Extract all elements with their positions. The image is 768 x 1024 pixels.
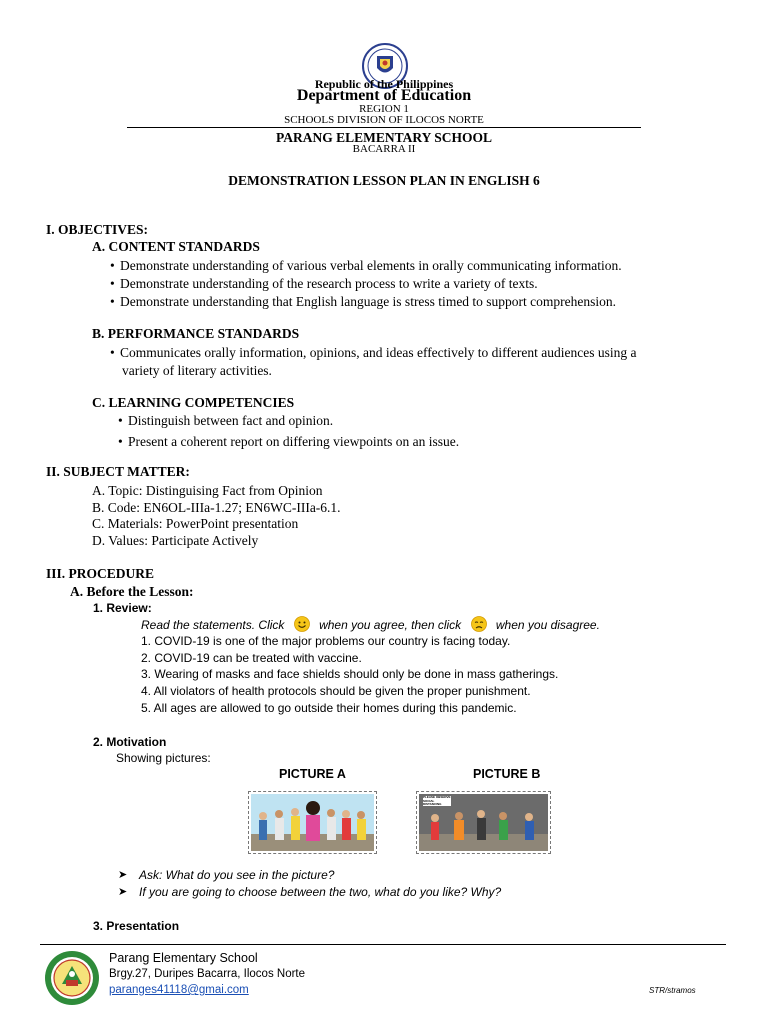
motivation-question: Ask: What do you see in the picture? — [139, 868, 335, 882]
review-statement: 5. All ages are allowed to go outside their homes during this pandemic. — [141, 701, 517, 715]
footer-initials: STR/stramos — [649, 986, 696, 995]
school-name: PARANG ELEMENTARY SCHOOL — [275, 130, 493, 145]
picture-a-image[interactable] — [248, 791, 377, 854]
presentation-heading: 3. Presentation — [93, 919, 180, 933]
header-divider — [127, 127, 641, 128]
review-instruction-part1: Read the statements. Click — [141, 618, 285, 632]
performance-standard-item-cont: variety of literary activities. — [122, 363, 272, 378]
performance-standards-heading: B. PERFORMANCE STANDARDS — [92, 326, 300, 341]
footer-school-name: Parang Elementary School — [109, 951, 258, 965]
review-statement: 3. Wearing of masks and face shields should only be done in mass gatherings. — [141, 667, 559, 681]
learning-competencies-heading: C. LEARNING COMPETENCIES — [92, 395, 295, 410]
content-standard-item: • Demonstrate understanding that English language is stress timed to support comprehension. — [120, 294, 616, 310]
review-heading: 1. Review: — [93, 601, 152, 615]
competency-item: • Distinguish between fact and opinion. — [128, 413, 333, 429]
subject-matter-item: A. Topic: Distinguising Fact from Opinion — [92, 483, 323, 498]
country-line: Republic of the Philippines — [314, 77, 454, 91]
department-line: Department of Education — [296, 87, 472, 104]
review-statement: 1. COVID-19 is one of the major problems our country is facing today. — [141, 634, 511, 648]
subject-matter-item: D. Values: Participate Actively — [92, 533, 259, 548]
footer-email-link[interactable]: paranges41118@gmai.com — [109, 984, 249, 996]
procedure-heading: III. PROCEDURE — [46, 566, 155, 581]
showing-pictures-text: Showing pictures: — [116, 751, 211, 765]
content-standards-heading: A. CONTENT STANDARDS — [92, 239, 260, 254]
subject-matter-item: B. Code: EN6OL-IIIa-1.27; EN6WC-IIIa-6.1. — [92, 500, 341, 515]
division-line: SCHOOLS DIVISION OF ILOCOS NORTE — [284, 114, 484, 126]
content-standard-item: • Demonstrate understanding of various verbal elements in orally communicating information. — [120, 258, 622, 274]
review-instruction — [141, 616, 600, 632]
school-logo-icon — [44, 950, 100, 1006]
motivation-heading: 2. Motivation — [93, 735, 167, 749]
content-standard-item: • Demonstrate understanding of the research process to write a variety of texts. — [120, 276, 538, 292]
arrow-bullet-icon: ➤ — [118, 869, 128, 881]
district-line: BACARRA II — [352, 143, 416, 155]
footer-divider — [40, 944, 726, 945]
subject-matter-item: C. Materials: PowerPoint presentation — [92, 516, 299, 531]
footer-address: Brgy.27, Duripes Bacarra, Ilocos Norte — [109, 968, 306, 980]
subject-matter-heading: II. SUBJECT MATTER: — [46, 464, 190, 479]
sad-emoji-icon[interactable] — [471, 616, 487, 632]
picture-b-label: PICTURE B — [473, 767, 541, 781]
objectives-heading: I. OBJECTIVES: — [46, 222, 149, 237]
review-instruction-part3: when you disagree. — [495, 618, 600, 632]
before-lesson-heading: A. Before the Lesson: — [70, 584, 194, 599]
social-distancing-sign: PLEASE OBSERVE SOCIAL DISTANCING — [423, 795, 451, 806]
picture-a-label: PICTURE A — [279, 767, 346, 781]
performance-standard-item: • Communicates orally information, opinions, and ideas effectively to different audiences using a — [120, 345, 637, 361]
review-statement: 4. All violators of health protocols should be given the proper punishment. — [141, 684, 531, 698]
arrow-bullet-icon: ➤ — [118, 886, 128, 898]
region-line: REGION 1 — [359, 103, 409, 115]
review-statement: 2. COVID-19 can be treated with vaccine. — [141, 651, 362, 665]
crowd-illustration — [251, 794, 374, 851]
smile-emoji-icon[interactable] — [294, 616, 310, 632]
picture-b-image[interactable] — [416, 791, 551, 854]
doc-title: DEMONSTRATION LESSON PLAN IN ENGLISH 6 — [228, 173, 540, 188]
motivation-question: If you are going to choose between the two, what do you like? Why? — [139, 885, 502, 899]
competency-item: • Present a coherent report on differing viewpoints on an issue. — [128, 434, 459, 450]
review-instruction-part2: when you agree, then click — [319, 618, 462, 632]
